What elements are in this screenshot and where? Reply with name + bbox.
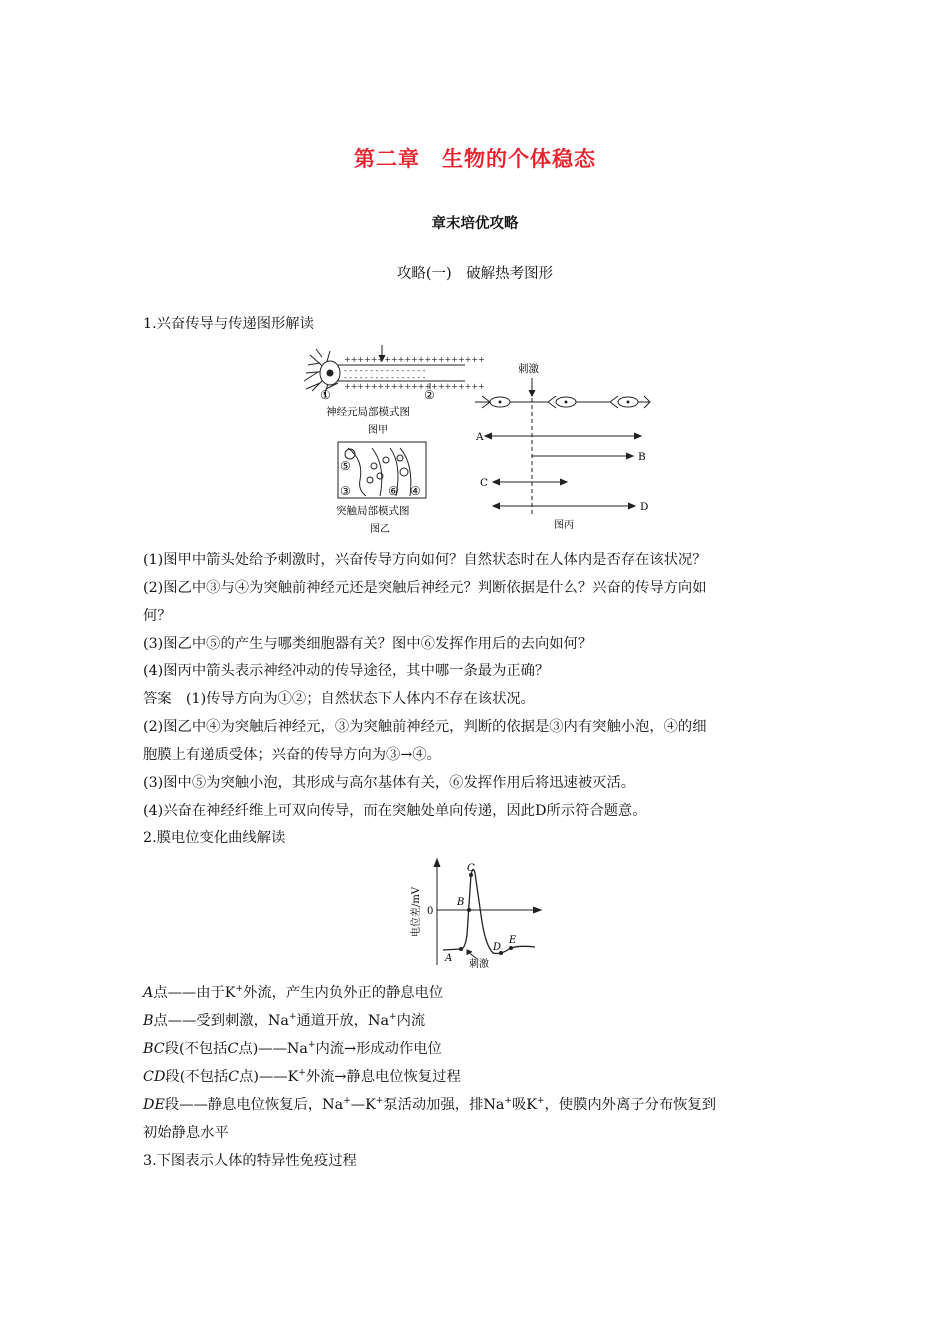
yi-caption: 突触局部模式图 xyxy=(336,505,410,517)
question-3: (3)图乙中⑤的产生与哪类细胞器有关？图中⑥发挥作用后的去向如何？ xyxy=(143,636,593,652)
item2-heading: 2.膜电位变化曲线解读 xyxy=(143,830,286,846)
explain-BC-c: C xyxy=(227,1041,239,1057)
item1-heading: 1.兴奋传导与传递图形解读 xyxy=(143,316,314,332)
svg-text:- - - - - - - - - - - - - - -: - - - - - - - - - - - - - - - - xyxy=(344,373,426,382)
figure-yi xyxy=(330,440,440,535)
explain-DE-text5: ，使膜内外离子分布恢复到 xyxy=(544,1097,717,1113)
bing-B: B xyxy=(638,451,646,463)
explain-DE-text4: 吸K xyxy=(511,1097,537,1113)
explain-CD xyxy=(143,1067,813,1089)
explain-BC-label: BC xyxy=(143,1041,165,1057)
explain-CD-text2: 点)——K xyxy=(239,1069,299,1085)
graph-A: A xyxy=(445,953,453,964)
graph-stimulus: 刺激 xyxy=(469,959,489,970)
explain-CD-label: CD xyxy=(143,1069,166,1085)
question-2-cont: 何？ xyxy=(143,608,172,624)
explain-A-label: A xyxy=(143,985,154,1001)
sup: + xyxy=(343,1096,351,1106)
question-1: (1)图甲中箭头处给予刺激时，兴奋传导方向如何？自然状态时在人体内是否存在该状况？ xyxy=(143,552,707,568)
item3-heading: 3.下图表示人体的特异性免疫过程 xyxy=(143,1153,357,1169)
jia-caption: 神经元局部模式图 xyxy=(326,406,410,418)
graph-B: B xyxy=(457,897,465,908)
yi-n4: ④ xyxy=(410,484,421,498)
graph-zero: 0 xyxy=(427,906,434,917)
explain-BC-text1: 段(不包括 xyxy=(164,1041,228,1057)
section-heading: 攻略(一) 破解热考图形 xyxy=(396,266,554,282)
answer-1: 答案 (1)传导方向为①②；自然状态下人体内不存在该状况。 xyxy=(143,691,535,707)
subtitle: 章末培优攻略 xyxy=(431,215,519,232)
bing-D: D xyxy=(640,501,649,513)
explain-DE-label: DE xyxy=(143,1097,165,1113)
explain-B xyxy=(143,1011,813,1033)
graph-ylabel: 电位差/mV xyxy=(411,886,422,937)
yi-name: 图乙 xyxy=(370,524,390,535)
graph-E: E xyxy=(509,935,517,946)
answer-4: (4)兴奋在神经纤维上可双向传导，而在突触处单向传递，因此D所示符合题意。 xyxy=(143,803,647,819)
sup: + xyxy=(536,1096,545,1106)
explain-CD-text1: 段(不包括 xyxy=(165,1069,229,1085)
yi-n3: ③ xyxy=(340,484,351,498)
graph-D: D xyxy=(493,942,502,953)
sup: + xyxy=(375,1096,384,1106)
explain-CD-c: C xyxy=(228,1069,240,1085)
graph-C: C xyxy=(467,863,475,874)
figure-jia xyxy=(300,343,485,438)
answer-2: (2)图乙中④为突触后神经元，③为突触前神经元，判断的依据是③内有突触小泡，④的细 xyxy=(143,719,707,735)
page-title: 第二章 生物的个体稳态 xyxy=(354,146,596,171)
jia-name: 图甲 xyxy=(368,425,388,436)
figure-bing xyxy=(470,360,670,535)
question-4: (4)图丙中箭头表示神经冲动的传导途径，其中哪一条最为正确？ xyxy=(143,663,550,679)
yi-n5: ⑤ xyxy=(340,459,351,473)
explain-DE-text1: 段——静息电位恢复后，Na xyxy=(164,1097,344,1113)
explain-A-text1: 点——由于K xyxy=(153,985,236,1001)
explain-A xyxy=(143,983,813,1005)
explain-B-label: B xyxy=(143,1013,154,1029)
sup: + xyxy=(288,1012,297,1022)
bing-C: C xyxy=(480,477,489,489)
explain-DE-cont: 初始静息水平 xyxy=(143,1125,229,1141)
question-2: (2)图乙中③与④为突触前神经元还是突触后神经元？判断依据是什么？兴奋的传导方向如 xyxy=(143,580,707,596)
bing-name: 图丙 xyxy=(554,520,574,531)
explain-A-text2: 外流，产生内负外正的静息电位 xyxy=(243,985,444,1001)
sup: + xyxy=(235,984,244,994)
explain-DE xyxy=(143,1095,813,1117)
answer-3: (3)图中⑤为突触小泡，其形成与高尔基体有关，⑥发挥作用后将迅速被灭活。 xyxy=(143,775,636,791)
yi-n6: ⑥ xyxy=(388,484,399,498)
sup: + xyxy=(389,1012,397,1022)
explain-BC-text3: 内流→形成动作电位 xyxy=(315,1041,442,1057)
explain-B-text2: 通道开放，Na xyxy=(296,1013,390,1029)
explain-B-text3: 内流 xyxy=(396,1013,426,1029)
svg-text:+++++++++++++++++++++: +++++++++++++++++++++ xyxy=(344,355,485,364)
svg-text:+++++++++++++++++++++: +++++++++++++++++++++ xyxy=(344,382,485,391)
explain-DE-text3: 泵活动加强，排Na xyxy=(383,1097,505,1113)
explain-DE-text2: —K xyxy=(350,1097,376,1113)
explain-B-text1: 点——受到刺激，Na xyxy=(153,1013,289,1029)
bing-A: A xyxy=(476,431,484,443)
explain-CD-text3: 外流→静息电位恢复过程 xyxy=(305,1069,461,1085)
bing-stimulus: 刺激 xyxy=(518,363,539,375)
explain-BC-text2: 点)——Na xyxy=(238,1041,308,1057)
answer-2-cont: 胞膜上有递质受体；兴奋的传导方向为③→④。 xyxy=(143,747,441,763)
sup: + xyxy=(307,1040,316,1050)
potential-graph xyxy=(405,855,550,973)
jia-circle1: ① xyxy=(320,388,331,402)
svg-text:- - - - - - - - - - - - - - -: - - - - - - - - - - - - - - - - xyxy=(344,366,426,375)
jia-circle2: ② xyxy=(424,388,435,402)
sup: + xyxy=(298,1068,306,1078)
explain-BC xyxy=(143,1039,813,1061)
sup: + xyxy=(504,1096,512,1106)
